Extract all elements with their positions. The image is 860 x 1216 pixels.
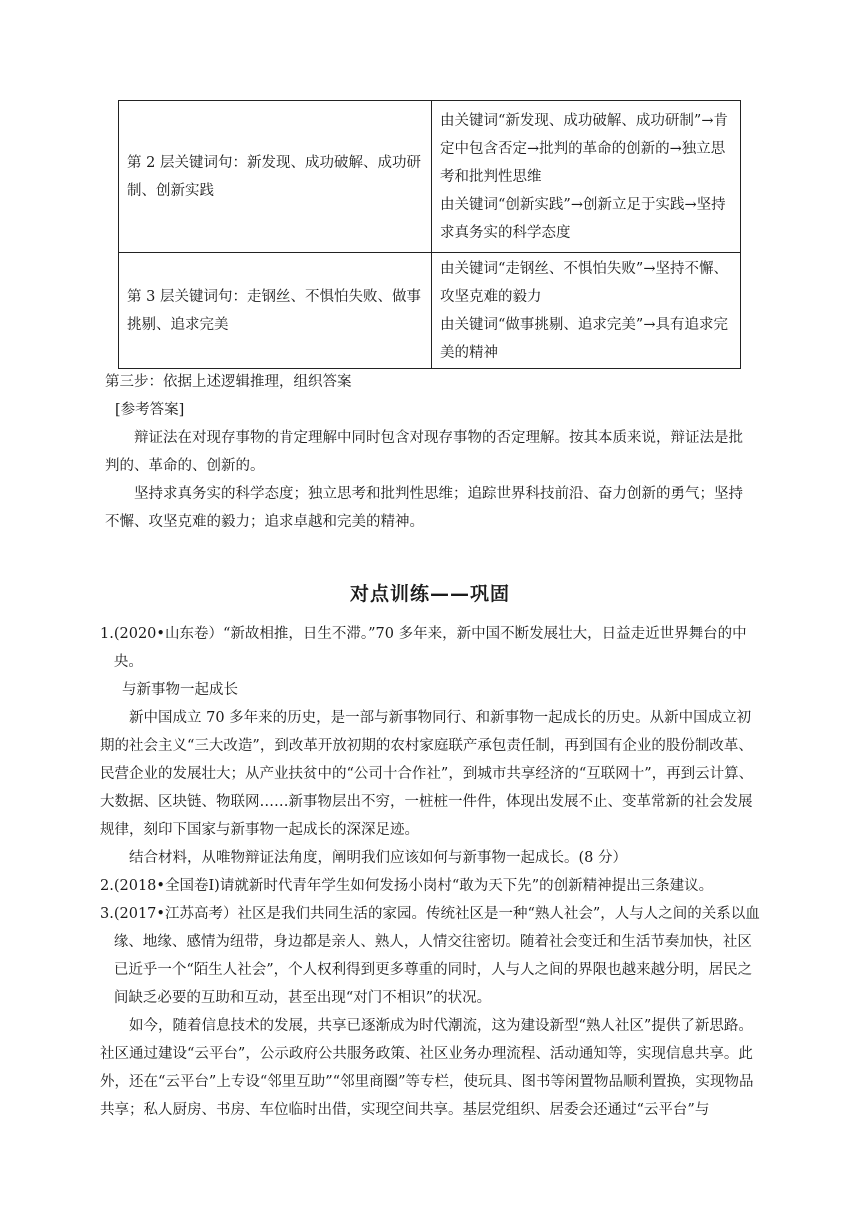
table-cell-analysis: [432, 101, 741, 253]
table-row: [119, 101, 741, 253]
material-subtitle: 与新事物一起成长: [122, 682, 238, 698]
analysis-line: 由关键词“走钢丝、不惧怕失败”→坚持不懈、攻坚克难的毅力: [440, 260, 728, 305]
analysis-line: 由关键词“创新实践”→创新立足于实践→坚持求真务实的科学态度: [440, 196, 726, 241]
question-number: 2.: [100, 878, 114, 894]
step-three: 第三步：依据上述逻辑推理，组织答案: [105, 374, 352, 390]
material-body: 如今，随着信息技术的发展，共享已逐渐成为时代潮流，这为建设新型“熟人社区”提供了新思路。社区通过建设“云平台”，公示政府公共服务政策、社区业务办理流程、活动通知等，实现信息共享。此外，还在“云平台”上专设“邻里互助”“邻里商圈”等专栏，使玩具、图书等闲置物品顺利置换，实现物品共享；私人厨房、书房、车位临时出借，实现空间共享。基层党组织、居委会还通过“云平台”与: [100, 1018, 754, 1118]
answer-label: [参考答案]: [115, 402, 185, 418]
question-task: 结合材料，从唯物辩证法角度，阐明我们应该如何与新事物一起成长。(8 分）: [129, 850, 627, 866]
material-body: 新中国成立 70 多年来的历史，是一部与新事物同行、和新事物一起成长的历史。从新中国成立初期的社会主义“三大改造”，到改革开放初期的农村家庭联产承包责任制，再到国有企业的股份制改革、民营企业的发展壮大；从产业扶贫中的“公司十合作社”，到城市共享经济的“互联网十”，再到云计算、大数据、区块链、物联网……新事物层出不穷，一桩桩一件件，体现出发展不止、变革常新的社会发展规律，刻印下国家与新事物一起成长的深深足迹。: [100, 710, 754, 838]
table-row: [119, 253, 741, 369]
question-head: (2018•全国卷Ⅰ)请就新时代青年学生如何发扬小岗村“敢为天下先”的创新精神提出三条建议。: [113, 878, 714, 894]
answer-paragraph: 坚持求真务实的科学态度；独立思考和批判性思维；追踪世界科技前沿、奋力创新的勇气；坚持不懈、攻坚克难的毅力；追求卓越和完美的精神。: [105, 486, 743, 530]
analysis-line: 由关键词“做事挑剔、追求完美”→具有追求完美的精神: [440, 316, 728, 361]
question-head: (2017•江苏高考）社区是我们共同生活的家园。传统社区是一种“熟人社会”，人与人之间的关系以血缘、地缘、感情为纽带，身边都是亲人、熟人，人情交往密切。随着社会变迁和生活节奏加快，社区已近乎一个“陌生人社会”，个人权利得到更多尊重的同时，人与人之间的界限也越来越分明，居民之间缺乏必要的互助和互动，甚至出现“对门不相识”的状况。: [113, 906, 760, 1006]
section-title: 对点训练——巩固: [349, 583, 510, 605]
question-number: 3.: [100, 906, 114, 922]
question-item: [100, 872, 760, 900]
analysis-line: 由关键词“新发现、成功破解、成功研制”→肯定中包含否定→批判的革命的创新的→独立思考和批判性思维: [440, 112, 728, 185]
answer-section: [105, 368, 755, 536]
keyword-analysis-table: [118, 100, 741, 369]
answer-paragraph: 辩证法在对现存事物的肯定理解中同时包含对现存事物的否定理解。按其本质来说，辩证法是批判的、革命的、创新的。: [105, 430, 743, 474]
question-item: [100, 900, 760, 1124]
question-item: [100, 620, 760, 872]
question-number: 1.: [100, 626, 114, 642]
table-cell-analysis: [432, 253, 741, 369]
questions-section: [100, 620, 760, 1124]
question-head: (2020•山东卷）“新故相推，日生不滞。”70 多年来，新中国不断发展壮大，日益走近世界舞台的中央。: [113, 626, 747, 670]
table-cell-keywords: 第 2 层关键词句：新发现、成功破解、成功研制、创新实践: [119, 101, 432, 253]
table-cell-keywords: 第 3 层关键词句：走钢丝、不惧怕失败、做事挑剔、追求完美: [119, 253, 432, 369]
